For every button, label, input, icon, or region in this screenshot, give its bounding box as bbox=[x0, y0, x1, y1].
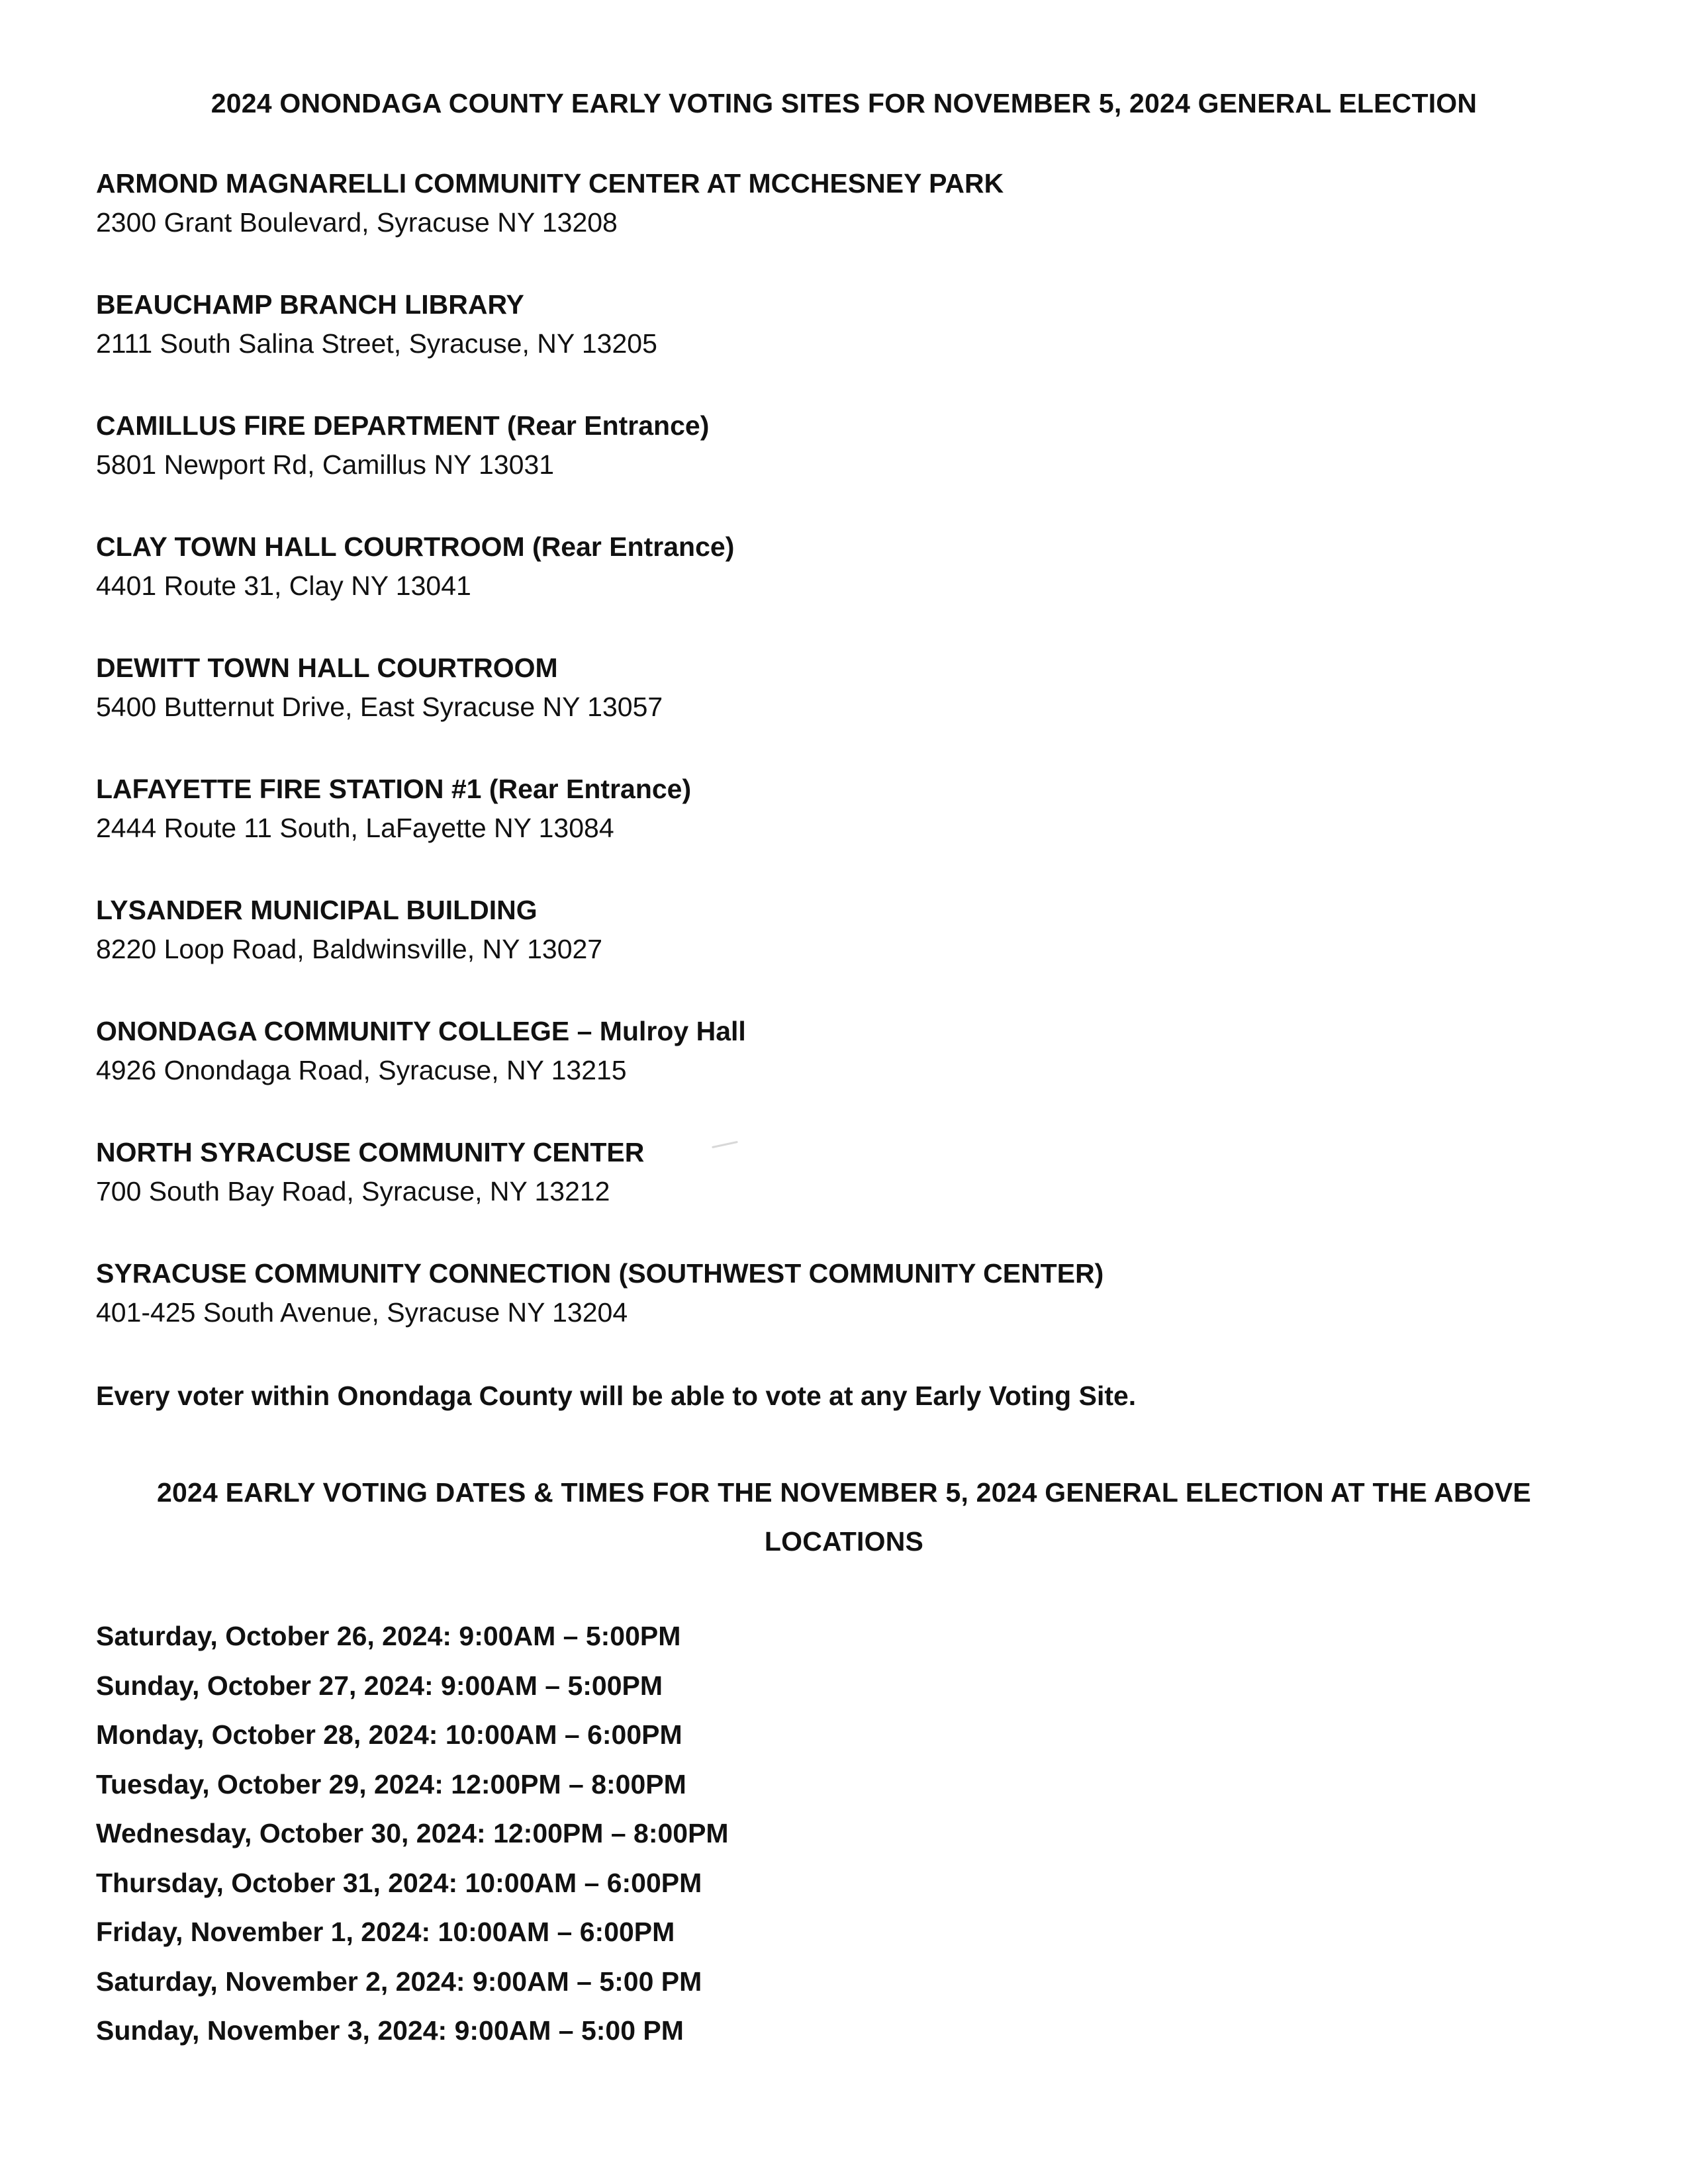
site-entry bbox=[96, 285, 1585, 406]
site-name: ONONDAGA COMMUNITY COLLEGE – Mulroy Hall bbox=[96, 1016, 746, 1046]
site-name: BEAUCHAMP BRANCH LIBRARY bbox=[96, 289, 524, 320]
site-entry bbox=[96, 770, 1585, 891]
page-title: 2024 ONONDAGA COUNTY EARLY VOTING SITES FOR NOVEMBER 5, 2024 GENERAL ELECTION bbox=[211, 88, 1477, 118]
site-address: 8220 Loop Road, Baldwinsville, NY 13027 bbox=[96, 934, 603, 964]
schedule-row: Tuesday, October 29, 2024: 12:00PM – 8:00PM bbox=[96, 1768, 686, 1799]
site-name: CLAY TOWN HALL COURTROOM (Rear Entrance) bbox=[96, 531, 735, 562]
schedule-title bbox=[0, 1468, 1688, 1566]
site-name: SYRACUSE COMMUNITY CONNECTION (SOUTHWEST COMMUNITY CENTER) bbox=[96, 1258, 1104, 1289]
schedule-row: Saturday, October 26, 2024: 9:00AM – 5:00PM bbox=[96, 1621, 681, 1651]
site-address: 4926 Onondaga Road, Syracuse, NY 13215 bbox=[96, 1055, 627, 1085]
site-entry bbox=[96, 649, 1585, 770]
site-name: LAFAYETTE FIRE STATION #1 (Rear Entrance) bbox=[96, 774, 692, 804]
site-address: 700 South Bay Road, Syracuse, NY 13212 bbox=[96, 1176, 610, 1206]
site-name: ARMOND MAGNARELLI COMMUNITY CENTER AT MCCHESNEY PARK bbox=[96, 168, 1004, 199]
site-address: 401-425 South Avenue, Syracuse NY 13204 bbox=[96, 1297, 628, 1328]
schedule-row: Sunday, October 27, 2024: 9:00AM – 5:00PM bbox=[96, 1670, 663, 1701]
site-name: LYSANDER MUNICIPAL BUILDING bbox=[96, 895, 538, 925]
site-address: 2300 Grant Boulevard, Syracuse NY 13208 bbox=[96, 207, 618, 238]
early-voting-sites-list bbox=[96, 164, 1585, 1375]
site-address: 2111 South Salina Street, Syracuse, NY 13205 bbox=[96, 328, 657, 359]
schedule-row: Sunday, November 3, 2024: 9:00AM – 5:00 PM bbox=[96, 2015, 684, 2046]
voting-schedule-list bbox=[96, 1612, 729, 2056]
site-entry bbox=[96, 406, 1585, 527]
site-name: DEWITT TOWN HALL COURTROOM bbox=[96, 653, 558, 683]
site-address: 5400 Butternut Drive, East Syracuse NY 13057 bbox=[96, 692, 663, 722]
site-entry bbox=[96, 1254, 1585, 1375]
site-address: 2444 Route 11 South, LaFayette NY 13084 bbox=[96, 813, 614, 843]
schedule-title-line: LOCATIONS bbox=[764, 1526, 924, 1557]
any-site-note: Every voter within Onondaga County will be able to vote at any Early Voting Site. bbox=[96, 1381, 1137, 1411]
site-address: 5801 Newport Rd, Camillus NY 13031 bbox=[96, 449, 555, 480]
site-name: NORTH SYRACUSE COMMUNITY CENTER bbox=[96, 1137, 645, 1167]
site-address: 4401 Route 31, Clay NY 13041 bbox=[96, 570, 471, 601]
schedule-row: Thursday, October 31, 2024: 10:00AM – 6:00PM bbox=[96, 1867, 702, 1898]
site-entry bbox=[96, 1012, 1585, 1133]
site-entry bbox=[96, 164, 1585, 285]
site-entry bbox=[96, 1133, 1585, 1254]
site-entry bbox=[96, 891, 1585, 1012]
site-entry bbox=[96, 527, 1585, 649]
site-name: CAMILLUS FIRE DEPARTMENT (Rear Entrance) bbox=[96, 410, 710, 441]
schedule-title-line: 2024 EARLY VOTING DATES & TIMES FOR THE NOVEMBER 5, 2024 GENERAL ELECTION AT THE ABOVE bbox=[157, 1477, 1531, 1508]
schedule-row: Friday, November 1, 2024: 10:00AM – 6:00PM bbox=[96, 1917, 675, 1947]
schedule-row: Saturday, November 2, 2024: 9:00AM – 5:00 PM bbox=[96, 1966, 702, 1997]
schedule-row: Wednesday, October 30, 2024: 12:00PM – 8:00PM bbox=[96, 1818, 729, 1848]
schedule-row: Monday, October 28, 2024: 10:00AM – 6:00PM bbox=[96, 1719, 682, 1750]
